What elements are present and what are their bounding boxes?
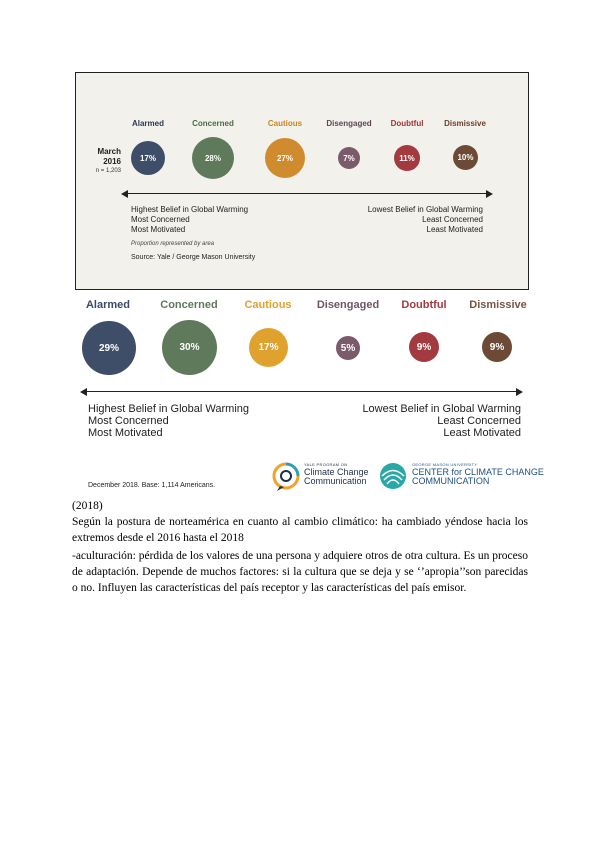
p1-circle-disengaged: 7%	[338, 147, 360, 169]
year-caption: (2018)	[72, 500, 103, 512]
p1-label-disengaged: Disengaged	[326, 119, 372, 128]
p1-proportion-note: Proportion represented by area	[131, 241, 215, 247]
p1-axis-line	[126, 193, 488, 194]
p1-high-end-text: Highest Belief in Global Warming Most Concerned Most Motivated	[131, 205, 249, 234]
p1-arrow-left	[121, 190, 128, 198]
p1-low-end-text: Lowest Belief in Global Warming Least Concerned Least Motivated	[367, 205, 483, 234]
p2-circle-alarmed: 29%	[82, 321, 136, 375]
p2-label-concerned: Concerned	[160, 299, 218, 311]
p1-source: Source: Yale / George Mason University	[131, 254, 256, 261]
p1-arrow-right	[486, 190, 493, 198]
paragraph-acculturation: -aculturación: pérdida de los valores de una persona y adquiere otros de otra cultura. Es un proceso de adaptación. Depende de muchos factores: si la cultura que se deja y se ‘’apropia’’son parecidas o no. Influyen las características del país receptor y las características del país emisor.	[72, 550, 528, 594]
p1-circle-dismissive: 10%	[453, 145, 478, 170]
panel-2016-sample-size: n = 1,203	[95, 168, 121, 174]
p2-base-note: December 2018. Base: 1,114 Americans.	[88, 482, 216, 489]
p1-circle-doubtful: 11%	[394, 145, 420, 171]
p2-circle-concerned: 30%	[162, 320, 217, 375]
p2-circle-doubtful: 9%	[409, 332, 439, 362]
p2-arrow-left	[80, 388, 87, 396]
p2-label-dismissive: Dismissive	[469, 299, 527, 311]
p2-label-doubtful: Doubtful	[401, 299, 447, 311]
p1-label-dismissive: Dismissive	[444, 119, 486, 128]
p2-axis-line	[86, 391, 518, 392]
george-mason-logo-icon	[378, 461, 408, 491]
yale-logo-text: YALE PROGRAM ON Climate Change Communication	[304, 462, 369, 486]
yale-logo-icon	[272, 462, 300, 492]
paragraph-change-summary: Según la postura de norteamérica en cuanto al cambio climático: ha cambiado yéndose hacia los extremos desde el 2016 hasta el 2018	[72, 516, 528, 544]
p2-low-end-text: Lowest Belief in Global Warming Least Concerned Least Motivated	[362, 403, 521, 439]
p1-label-cautious: Cautious	[267, 119, 303, 128]
p1-label-alarmed: Alarmed	[131, 119, 164, 128]
p2-label-cautious: Cautious	[244, 299, 292, 311]
p1-circle-concerned: 28%	[192, 137, 234, 179]
p1-label-concerned: Concerned	[192, 119, 234, 128]
panel-2016-date: March 2016	[97, 147, 121, 166]
p1-circle-cautious: 27%	[265, 138, 305, 178]
p2-label-disengaged: Disengaged	[316, 299, 380, 311]
chart-panel-2016	[75, 72, 529, 290]
p1-circle-alarmed: 17%	[131, 141, 165, 175]
p2-circle-dismissive: 9%	[482, 332, 512, 362]
p2-arrow-right	[516, 388, 523, 396]
george-mason-logo-text: GEORGE MASON UNIVERSITY CENTER for CLIMATE CHANGE COMMUNICATION	[412, 462, 544, 486]
p2-label-alarmed: Alarmed	[85, 299, 131, 311]
p2-circle-cautious: 17%	[249, 328, 288, 367]
p2-high-end-text: Highest Belief in Global Warming Most Concerned Most Motivated	[88, 403, 249, 439]
p2-circle-disengaged: 5%	[336, 336, 360, 360]
p1-label-doubtful: Doubtful	[390, 119, 424, 128]
